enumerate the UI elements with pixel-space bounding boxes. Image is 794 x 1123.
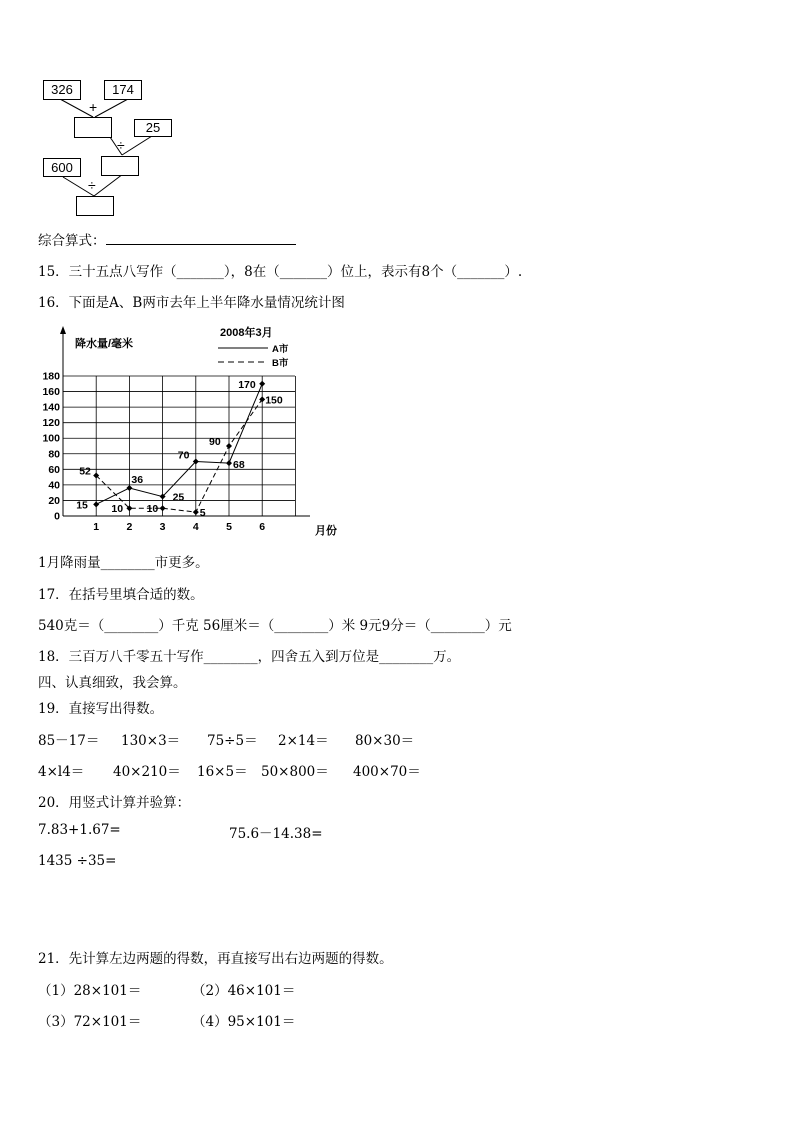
data-label: 70 bbox=[177, 449, 190, 462]
data-point bbox=[193, 509, 199, 515]
y-tick-label: 100 bbox=[42, 432, 60, 445]
y-tick-label: 80 bbox=[48, 448, 60, 461]
flow-box-25: 25 bbox=[134, 119, 172, 137]
q19-item: 50×800＝ bbox=[261, 764, 329, 780]
divide-operator-1: ÷ bbox=[117, 137, 125, 153]
x-tick-label: 6 bbox=[259, 521, 266, 533]
x-tick-label: 1 bbox=[93, 521, 100, 533]
data-point bbox=[259, 381, 265, 387]
q15-text: 15．三十五点八写作（_______），8在（_______）位上，表示有8个（_______）. bbox=[38, 264, 523, 280]
x-tick-label: 2 bbox=[126, 521, 133, 533]
data-label: 10 bbox=[111, 503, 124, 516]
q19-item: 75÷5＝ bbox=[207, 733, 258, 749]
x-tick-label: 3 bbox=[159, 521, 166, 533]
data-label: 10 bbox=[146, 503, 159, 516]
divide-operator-2: ÷ bbox=[88, 177, 96, 193]
y-tick-label: 160 bbox=[42, 386, 60, 399]
q18-text: 18．三百万八千零五十写作________，四舍五入到万位是________万。 bbox=[38, 649, 461, 665]
q19-item: 16×5＝ bbox=[197, 764, 248, 780]
data-label: 15 bbox=[76, 499, 88, 512]
q19-item: 2×14＝ bbox=[278, 733, 329, 749]
q20-title: 20．用竖式计算并验算： bbox=[38, 795, 191, 811]
chart-title: 2008年3月 bbox=[220, 327, 273, 339]
legend-label-a: A市 bbox=[272, 344, 289, 355]
data-label: 25 bbox=[172, 491, 185, 504]
section-4-heading: 四、认真细致，我会算。 bbox=[38, 675, 187, 691]
data-point bbox=[226, 460, 232, 466]
x-axis-label: 月份 bbox=[315, 525, 337, 537]
q20-b: 75.6－14.38= bbox=[229, 826, 323, 842]
y-tick-label: 40 bbox=[48, 479, 60, 492]
data-label: 90 bbox=[209, 436, 221, 448]
rainfall-line-chart bbox=[30, 318, 350, 548]
flow-box-sum[interactable] bbox=[74, 117, 112, 138]
q21-item: （4）95×101＝ bbox=[192, 1014, 296, 1030]
data-label: 5 bbox=[199, 507, 206, 520]
q21-item: （3）72×101＝ bbox=[38, 1014, 142, 1030]
data-point bbox=[93, 501, 99, 507]
plus-operator: + bbox=[89, 99, 98, 115]
q21-item: （2）46×101＝ bbox=[192, 983, 296, 999]
q21-item: （1）28×101＝ bbox=[38, 983, 142, 999]
x-tick-label: 4 bbox=[192, 521, 199, 533]
formula-label: 综合算式： bbox=[38, 233, 106, 249]
data-label: 36 bbox=[131, 474, 144, 486]
q19-title: 19．直接写出得数。 bbox=[38, 701, 164, 717]
flow-box-result[interactable] bbox=[76, 196, 114, 216]
series-line-a bbox=[96, 384, 262, 505]
y-tick-label: 60 bbox=[48, 463, 60, 476]
y-tick-label: 0 bbox=[54, 510, 60, 523]
data-point bbox=[226, 443, 232, 449]
q19-item: 40×210＝ bbox=[113, 764, 181, 780]
q19-item: 400×70＝ bbox=[353, 764, 421, 780]
q16-title: 16．下面是A、B两市去年上半年降水量情况统计图 bbox=[38, 295, 345, 311]
q19-item: 85－17＝ bbox=[38, 733, 100, 749]
q20-c: 1435 ÷35= bbox=[38, 853, 117, 869]
y-tick-label: 120 bbox=[42, 417, 60, 430]
flow-box-174: 174 bbox=[104, 80, 142, 100]
formula-blank[interactable] bbox=[106, 230, 296, 245]
data-label: 150 bbox=[265, 394, 283, 407]
x-tick-label: 5 bbox=[226, 521, 232, 533]
data-point bbox=[160, 505, 166, 511]
y-axis-arrow bbox=[60, 326, 66, 334]
y-tick-label: 180 bbox=[42, 370, 60, 383]
data-label: 52 bbox=[79, 465, 91, 478]
flow-box-quotient[interactable] bbox=[101, 156, 139, 176]
flow-box-600: 600 bbox=[43, 158, 81, 177]
y-axis-label: 降水量/毫米 bbox=[75, 338, 134, 350]
formula-line bbox=[38, 229, 296, 249]
y-tick-label: 20 bbox=[48, 494, 60, 507]
y-tick-label: 140 bbox=[42, 401, 60, 414]
q20-a: 7.83+1.67= bbox=[38, 822, 121, 838]
legend-label-b: B市 bbox=[272, 358, 289, 369]
flow-box-326: 326 bbox=[43, 80, 81, 100]
q17-line: 540克＝（________）千克 56厘米＝（________）米 9元9分＝（________）元 bbox=[38, 618, 512, 634]
q17-title: 17．在括号里填合适的数。 bbox=[38, 587, 204, 603]
q16-after: 1月降雨量________市更多。 bbox=[38, 555, 209, 571]
q21-title: 21．先计算左边两题的得数，再直接写出右边两题的得数。 bbox=[38, 951, 393, 967]
data-label: 170 bbox=[238, 378, 256, 391]
flow-lines bbox=[0, 0, 200, 220]
q19-item: 130×3＝ bbox=[121, 733, 181, 749]
q19-item: 4×l4＝ bbox=[38, 764, 85, 780]
q19-item: 80×30＝ bbox=[355, 733, 415, 749]
data-label: 68 bbox=[233, 459, 245, 472]
